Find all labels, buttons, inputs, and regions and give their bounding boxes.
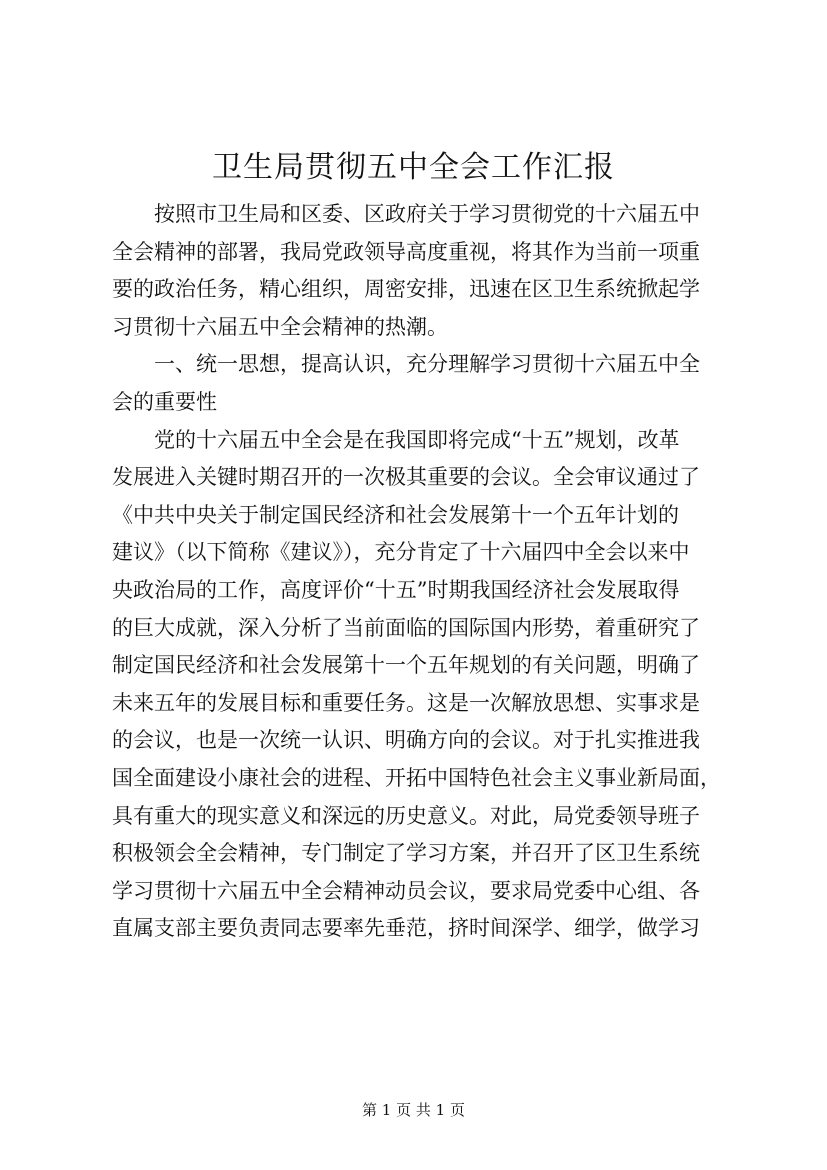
body-line: 按照市卫生局和区委、区政府关于学习贯彻党的十六届五中	[112, 202, 700, 226]
body-line: 发展进入关键时期召开的一次极其重要的会议。全会审议通过了	[112, 465, 700, 490]
document-body	[112, 196, 722, 948]
document-title: 卫生局贯彻五中全会工作汇报	[212, 150, 615, 185]
body-line: 学习贯彻十六届五中全会精神动员会议，要求局党委中心组、各	[112, 878, 700, 903]
body-line: 全会精神的部署，我局党政领导高度重视，将其作为当前一项重	[112, 239, 700, 264]
body-line: 习贯彻十六届五中全会精神的热潮。	[112, 314, 448, 339]
body-line: 制定国民经济和社会发展第十一个五年规划的有关问题，明确了	[112, 653, 700, 678]
page-footer: 第 1 页 共 1 页	[362, 1101, 465, 1119]
body-line: 的巨大成就，深入分析了当前面临的国际国内形势，着重研究了	[112, 615, 700, 640]
body-line: 积极领会全会精神，专门制定了学习方案，并召开了区卫生系统	[112, 841, 700, 866]
section-heading-line: 会的重要性	[112, 389, 217, 414]
body-line: 党的十六届五中全会是在我国即将完成“十五”规划，改革	[112, 427, 680, 452]
body-line: 直属支部主要负责同志要率先垂范，挤时间深学、细学，做学习	[112, 916, 700, 941]
body-line: 未来五年的发展目标和重要任务。这是一次解放思想、实事求是	[112, 690, 700, 715]
body-line: 央政治局的工作，高度评价“十五”时期我国经济社会发展取得	[112, 577, 680, 602]
body-line: 的会议，也是一次统一认识、明确方向的会议。对于扎实推进我	[112, 728, 700, 753]
body-line: 《中共中央关于制定国民经济和社会发展第十一个五年计划的	[112, 502, 679, 527]
body-line: 国全面建设小康社会的进程、开拓中国特色社会主义事业新局面，	[112, 765, 721, 790]
body-line: 建议》（以下简称《建议》），充分肯定了十六届四中全会以来中	[112, 540, 690, 565]
section-heading-line: 一、统一思想，提高认识，充分理解学习贯彻十六届五中全	[112, 352, 700, 377]
body-line: 具有重大的现实意义和深远的历史意义。对此，局党委领导班子	[112, 803, 700, 828]
body-line: 要的政治任务，精心组织，周密安排，迅速在区卫生系统掀起学	[112, 277, 700, 302]
